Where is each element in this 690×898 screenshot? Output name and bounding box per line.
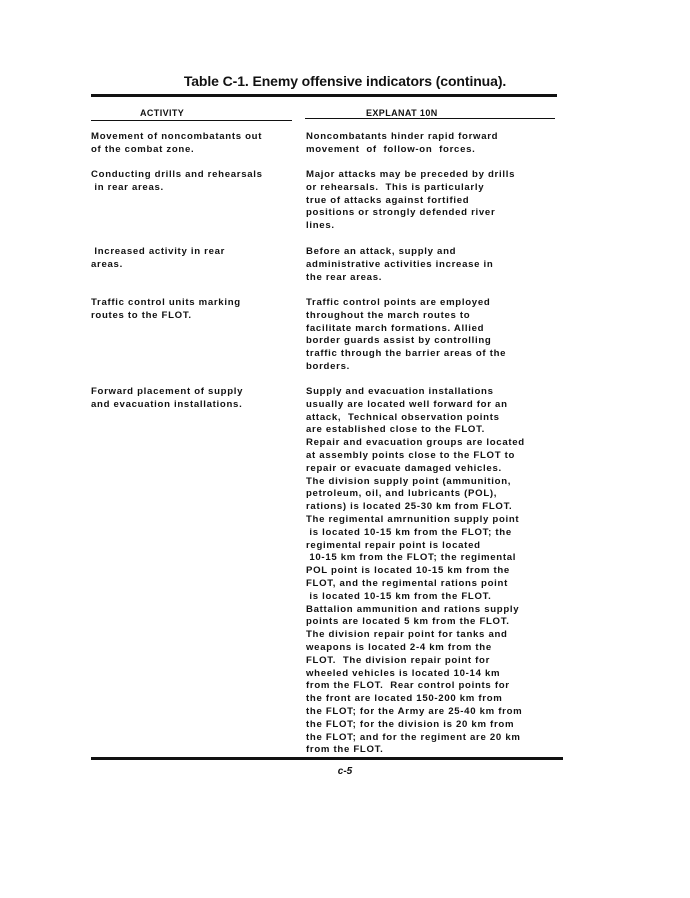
row-4-explanation: Traffic control points are employed throughout the march routes to facilitate march formations. Allied border guards assist by controlling traffic through the barrier areas of the borders. [306,297,507,372]
row-1-explanation: Noncombatants hinder rapid forward movement of follow-on forces. [306,131,499,155]
page-number: c-5 [337,766,353,777]
row-3-explanation: Before an attack, supply and administrative activities increase in the rear areas. [306,246,494,283]
row-2-activity: Conducting drills and rehearsals in rear areas. [91,169,263,193]
row-2-explanation: Major attacks may be preceded by drills or rehearsals. This is particularly true of attacks against fortified positions or strongly defended river lines. [306,169,516,232]
row-5-activity: Forward placement of supply and evacuation installations. [91,386,244,410]
row-3-activity: Increased activity in rear areas. [91,246,226,270]
explanation-header: EXPLANAT 10N [366,108,438,118]
top-rule [91,94,557,97]
row-1-activity: Movement of noncombatants out of the combat zone. [91,131,263,155]
explanation-header-rule [305,118,555,119]
bottom-rule [91,757,563,760]
table-title: Table C-1. Enemy offensive indicators (continua). [183,73,507,89]
row-4-activity: Traffic control units marking routes to the FLOT. [91,297,241,321]
activity-header-rule [91,120,292,121]
activity-header: ACTIVITY [140,108,185,118]
row-5-explanation: Supply and evacuation installations usually are located well forward for an attack, Technical observation points are established close to the FLOT. Repair and evacuation groups are located at assembly points close to the FLOT to repair or evacuate damaged vehicles. The division supply point (ammunition, petroleum, oil, and lubricants (POL), rations) is located 25-30 km from FLOT. The regimental amrnunition supply point is located 10-15 km from the FLOT; the regimental repair point is located 10-15 km from the FLOT; the regimental POL point is located 10-15 km from the FLOT, and the regimental rations point is located 10-15 km from the FLOT. Battalion ammunition and rations supply points are located 5 km from the FLOT. The division repair point for tanks and weapons is located 2-4 km from the FLOT. The division repair point for wheeled vehicles is located 10-14 km from the FLOT. Rear control points for the front are located 150-200 km from the FLOT; for the Army are 25-40 km from the FLOT; for the division is 20 km from the FLOT; and for the regiment are 20 km from the FLOT. [306,386,525,756]
